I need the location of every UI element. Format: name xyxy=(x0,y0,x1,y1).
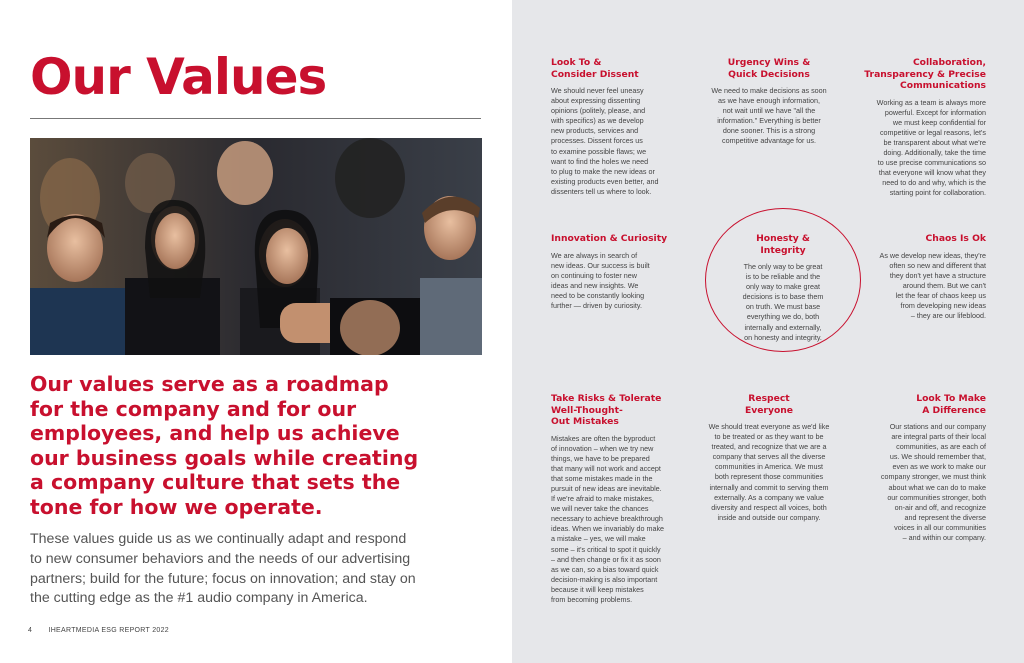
value-line: they don't yet have a structure xyxy=(889,270,986,280)
value-line: We should never feel uneasy xyxy=(551,86,644,95)
value-line: competitive advantage for us. xyxy=(722,136,816,146)
value-line: our communities stronger, both xyxy=(887,492,986,502)
value-respect-everyone xyxy=(701,393,837,523)
value-line: on truth. We must base xyxy=(745,302,821,312)
value-line: We should treat everyone as we'd like xyxy=(708,422,830,431)
headline-line: employees, and help us achieve xyxy=(30,421,400,446)
value-chaos-is-ok xyxy=(856,233,986,321)
value-urgency-wins xyxy=(703,57,835,147)
value-line: to examine possible flaws; we xyxy=(551,146,647,156)
value-title-line: Urgency Wins & xyxy=(727,57,811,68)
headline-line: tone for how we operate. xyxy=(30,494,323,519)
value-description xyxy=(703,86,835,147)
value-title xyxy=(856,393,986,416)
value-line: – and within our company. xyxy=(902,533,986,543)
value-line: decision-making is also important xyxy=(551,574,658,584)
value-title-line: Consider Dissent xyxy=(551,68,639,80)
value-description xyxy=(551,251,676,312)
value-line: powerful. Except for information xyxy=(884,107,986,117)
value-look-to-consider-dissent xyxy=(551,57,681,197)
value-line: done sooner. This is a strong xyxy=(722,126,816,136)
value-title xyxy=(551,233,676,245)
report-name: IHEARTMEDIA ESG REPORT 2022 xyxy=(48,627,169,634)
value-line: is to be reliable and the xyxy=(745,272,821,282)
value-title-line: Everyone xyxy=(744,404,794,416)
value-line: around them. But we can't xyxy=(902,280,986,290)
value-line: let the fear of chaos keep us xyxy=(895,290,986,300)
value-description xyxy=(701,422,837,523)
value-line: as we have enough information, xyxy=(718,96,820,106)
value-line: we will never take the chances xyxy=(551,504,649,514)
value-title-line: Chaos Is Ok xyxy=(925,233,986,244)
value-title-line: Out Mistakes xyxy=(551,416,619,427)
value-line: as we can, so a bias toward quick xyxy=(551,564,659,574)
value-title-line: Innovation & Curiosity xyxy=(551,233,668,244)
value-title xyxy=(703,57,835,80)
value-title-line: Honesty & xyxy=(756,233,810,244)
value-description xyxy=(856,98,986,199)
value-line: further — driven by curiosity. xyxy=(551,300,642,310)
value-line: The only way to be great xyxy=(743,262,823,271)
value-line: need to be constantly looking xyxy=(551,290,645,300)
value-title xyxy=(856,233,986,245)
value-line: new products, services and xyxy=(551,126,639,136)
value-line: externally. As a company we value xyxy=(714,492,824,502)
value-line: we must keep confidential for xyxy=(892,117,986,127)
value-line: Mistakes are often the byproduct xyxy=(551,433,656,443)
value-honesty-integrity xyxy=(718,233,848,343)
value-line: some – it's critical to spot it quickly xyxy=(551,544,661,554)
value-title-line: Respect xyxy=(748,393,790,404)
value-title-line: Look To Make xyxy=(916,393,986,404)
value-line: ideas. When we invariably do make xyxy=(551,524,665,534)
value-line: We need to make decisions as soon xyxy=(711,86,827,95)
value-line: inside and outside our company. xyxy=(717,512,821,522)
value-description xyxy=(718,262,848,343)
value-line: communities, as are each of xyxy=(896,442,986,452)
value-title-line: Integrity xyxy=(760,244,806,256)
headline-line: our business goals while creating xyxy=(30,445,419,470)
value-line: from developing new ideas xyxy=(900,300,986,310)
value-line: – and then change or fix it as soon xyxy=(551,554,661,564)
employees-photo xyxy=(30,138,482,355)
value-line: even as we work to make our xyxy=(892,462,986,472)
value-line: only way to make great xyxy=(746,282,820,292)
value-line: everything we do, both xyxy=(746,312,820,322)
page-footer xyxy=(28,627,169,634)
value-line: that everyone will know what they xyxy=(878,168,986,178)
value-line: If we're afraid to make mistakes, xyxy=(551,494,654,504)
value-title-line: Collaboration, xyxy=(912,57,986,68)
value-line: Working as a team is always more xyxy=(876,97,986,107)
value-line: and represent the diverse xyxy=(904,512,986,522)
value-title xyxy=(701,393,837,416)
value-line: opinions (politely, please, and xyxy=(551,106,646,116)
value-line: with specifics) as we develop xyxy=(551,116,644,126)
value-title-line: Quick Decisions xyxy=(728,68,810,80)
value-collaboration-transparency xyxy=(856,57,986,198)
headline-line: Our values serve as a roadmap xyxy=(30,372,389,396)
value-line: – they are our lifeblood. xyxy=(910,311,986,321)
body-line: partners; build for the future; focus on innovation; and stay on xyxy=(30,570,416,587)
value-line: company that serves all the diverse xyxy=(712,452,826,462)
page-title: Our Values xyxy=(30,48,327,106)
value-line: to plug to make the new ideas or xyxy=(551,166,655,176)
value-line: voices in all our communities xyxy=(894,522,986,532)
value-line: to use precise communications so xyxy=(877,158,986,168)
value-title-line: Take Risks & Tolerate xyxy=(551,393,662,404)
value-line: company stronger, we must think xyxy=(880,472,986,482)
value-line: Our stations and our company xyxy=(889,422,986,431)
value-line: ideas and new insights. We xyxy=(551,280,639,290)
value-line: existing products even better, and xyxy=(551,176,659,186)
page-number: 4 xyxy=(28,627,33,634)
value-line: not wait until we have "all the xyxy=(722,106,816,116)
body-line: These values guide us as we continually adapt and respond xyxy=(30,531,407,547)
value-line: We are always in search of xyxy=(551,250,638,260)
value-title xyxy=(551,393,681,428)
values-intro-paragraph xyxy=(30,530,480,609)
value-line: that many will not work and accept xyxy=(551,463,661,473)
value-line: competitive or legal reasons, let's xyxy=(879,127,986,137)
value-line: often so new and different that xyxy=(889,260,986,270)
value-line: on honesty and integrity. xyxy=(744,332,822,342)
value-line: As we develop new ideas, they're xyxy=(879,250,986,260)
value-line: pursuit of new ideas are inevitable. xyxy=(551,483,662,493)
value-line: be transparent about what we're xyxy=(883,137,986,147)
value-line: doing. Additionally, take the time xyxy=(883,147,986,157)
value-description xyxy=(551,86,681,197)
value-description xyxy=(856,422,986,543)
value-line: of innovation – when we try new xyxy=(551,443,654,453)
headline-line: for the company and for our xyxy=(30,396,357,421)
value-title-line: Communications xyxy=(900,80,986,91)
value-title-line: Look To & xyxy=(551,57,602,68)
value-line: communities in America. We must xyxy=(714,462,824,472)
value-line: internally and externally, xyxy=(744,322,822,332)
value-line: from becoming problems. xyxy=(551,595,633,604)
value-line: both represent those communities xyxy=(714,472,824,482)
value-line: to be treated or as they want to be xyxy=(714,432,824,442)
value-line: want to find the holes we need xyxy=(551,156,649,166)
value-line: internally and commit to serving them xyxy=(709,482,829,492)
value-line: treated, and recognize that we are a xyxy=(711,442,827,452)
value-line: because it will keep mistakes xyxy=(551,584,644,594)
value-look-to-make-a-difference xyxy=(856,393,986,543)
value-title-line: Well-Thought- xyxy=(551,404,623,416)
value-line: that some mistakes made in the xyxy=(551,473,653,483)
value-line: us. We should remember that, xyxy=(889,452,986,462)
value-title-line: Transparency & Precise xyxy=(864,68,986,80)
value-line: new ideas. Our success is built xyxy=(551,260,650,270)
value-line: a mistake – yes, we will make xyxy=(551,534,646,544)
value-title-line: A Difference xyxy=(922,404,986,416)
value-line: about what we can do to make xyxy=(888,482,986,492)
value-line: processes. Dissent forces us xyxy=(551,136,643,146)
value-title xyxy=(551,57,681,80)
values-headline xyxy=(30,372,470,520)
value-line: things, we have to be prepared xyxy=(551,453,650,463)
value-line: diversity and respect all voices, both xyxy=(711,502,827,512)
value-line: on continuing to foster new xyxy=(551,270,637,280)
value-line: necessary to achieve breakthrough xyxy=(551,514,663,524)
value-take-risks xyxy=(551,393,681,605)
value-line: on-air and off, and recognize xyxy=(894,502,986,512)
value-line: decisions is to base them xyxy=(742,292,824,302)
crowd-photo-illustration xyxy=(30,138,482,355)
value-title xyxy=(856,57,986,92)
value-description xyxy=(856,251,986,322)
title-divider xyxy=(30,118,481,119)
value-line: about expressing dissenting xyxy=(551,96,641,106)
value-line: are integral parts of their local xyxy=(891,432,986,442)
value-description xyxy=(551,434,681,606)
value-title xyxy=(718,233,848,256)
value-line: information." Everything is better xyxy=(717,116,821,126)
body-line: to new consumer behaviors and the needs of our advertising xyxy=(30,550,411,567)
value-line: need to do and why, which is the xyxy=(882,178,986,188)
value-line: starting point for collaboration. xyxy=(889,188,986,198)
value-line: dissenters tell us where to look. xyxy=(551,186,652,196)
value-innovation-curiosity xyxy=(551,233,676,311)
body-line: the cutting edge as the #1 audio company in America. xyxy=(30,590,368,607)
headline-line: a company culture that sets the xyxy=(30,470,401,495)
